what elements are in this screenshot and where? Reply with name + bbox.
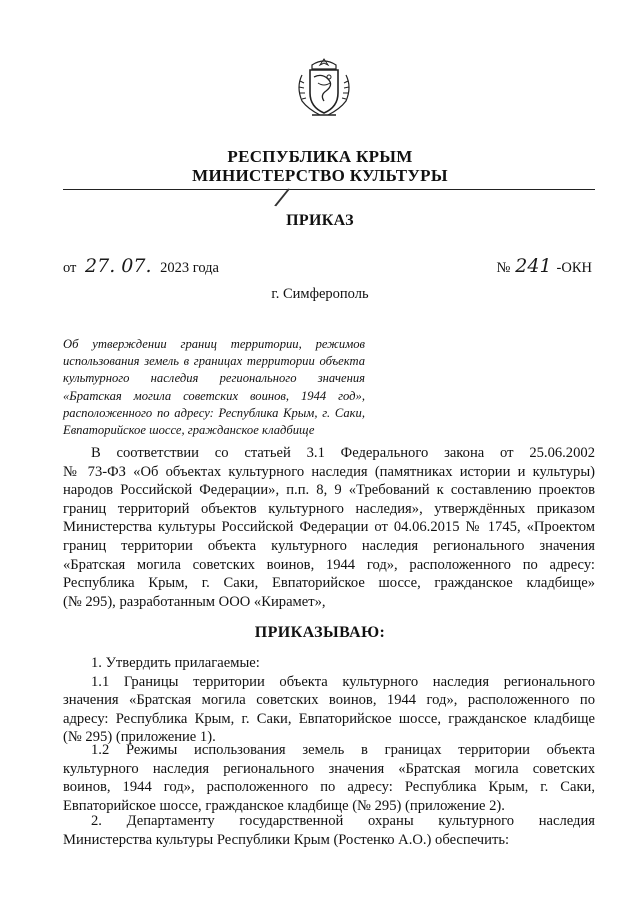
- document-type-title: ПРИКАЗ: [286, 212, 354, 229]
- subject-line: использования земель в границах территории объекта: [63, 354, 365, 369]
- item-1-2-paragraph: [63, 741, 595, 815]
- city-line: г. Симферополь: [271, 286, 369, 302]
- preamble-line: границ территорий объектов культурного наследия», утверждённых приказом: [63, 500, 595, 517]
- ministry-heading: МИНИСТЕРСТВО КУЛЬТУРЫ: [192, 166, 448, 185]
- date-prefix: от: [63, 260, 77, 276]
- subject-line: Об утверждении границ территории, режимов: [63, 337, 365, 351]
- preamble-line: Республика Крым, г. Саки, Евпаторийское шоссе, гражданское кладбище»: [63, 575, 595, 592]
- item-line: 1. Утвердить прилагаемые:: [91, 655, 260, 671]
- preamble-paragraph: [63, 444, 595, 611]
- order-date: [63, 255, 219, 277]
- item-line: 1.1 Границы территории объекта культурного наследия регионального: [91, 673, 595, 690]
- preamble-line: Министерства культуры Российской Федерации от 04.06.2015 № 1745, «Проектом: [63, 519, 595, 536]
- item-2-paragraph: [63, 812, 595, 849]
- coat-of-arms-emblem: [292, 57, 356, 119]
- preamble-line: (№ 295), разработанным ООО «Кирамет»,: [63, 593, 326, 610]
- date-year: 2023 года: [160, 260, 219, 276]
- handwritten-number: 241: [515, 255, 552, 277]
- item-line: культурного наследия регионального значения «Братская могила советских: [63, 760, 595, 777]
- subject-line: расположенного по адресу: Республика Крым, г. Саки,: [63, 405, 365, 420]
- item-1-paragraph: [63, 654, 595, 747]
- order-subject: [63, 336, 365, 439]
- item-line: Евпаторийское шоссе, гражданское кладбище (№ 295) (приложение 2).: [63, 797, 505, 814]
- republic-heading: РЕСПУБЛИКА КРЫМ: [227, 147, 413, 166]
- order-directive-heading: ПРИКАЗЫВАЮ:: [254, 624, 386, 641]
- preamble-line: № 73-ФЗ «Об объектах культурного наследия (памятниках истории и культуры): [63, 463, 595, 480]
- subject-line: Евпаторийское шоссе, гражданское кладбище: [63, 423, 315, 438]
- item-line: (№ 295) (приложение 1).: [63, 729, 216, 746]
- order-number: [496, 255, 592, 277]
- item-line: воинов, 1944 год», расположенного по адресу: Республика Крым, г. Саки,: [63, 779, 595, 796]
- preamble-line: границ территории объекта культурного наследия регионального значения: [63, 537, 595, 554]
- handwritten-slash-mark: /: [275, 182, 289, 212]
- subject-line: культурного наследия регионального значения: [63, 371, 365, 386]
- number-suffix: -ОКН: [556, 260, 592, 276]
- number-prefix: №: [496, 260, 511, 276]
- preamble-line: В соответствии со статьей 3.1 Федерального закона от 25.06.2002: [91, 445, 595, 461]
- preamble-line: народов Российской Федерации», п.п. 8, 9 «Требований к составлению проектов: [63, 482, 595, 499]
- subject-line: «Братская могила советских воинов, 1944 год»,: [63, 388, 365, 403]
- item-line: Министерства культуры Республики Крым (Ростенко А.О.) обеспечить:: [63, 831, 510, 848]
- item-line: адресу: Республика Крым, г. Саки, Евпаторийское шоссе, гражданское кладбище: [63, 710, 595, 727]
- item-line: 1.2 Режимы использования земель в границах территории объекта: [91, 742, 595, 758]
- item-line: 2. Департаменту государственной охраны культурного наследия: [91, 813, 595, 829]
- preamble-line: «Братская могила советских воинов, 1944 год», расположенного по адресу:: [63, 556, 595, 573]
- header-divider: [63, 189, 595, 190]
- handwritten-date: 27. 07.: [85, 255, 152, 277]
- item-line: значения «Братская могила советских воинов, 1944 год», расположенного по: [63, 692, 595, 709]
